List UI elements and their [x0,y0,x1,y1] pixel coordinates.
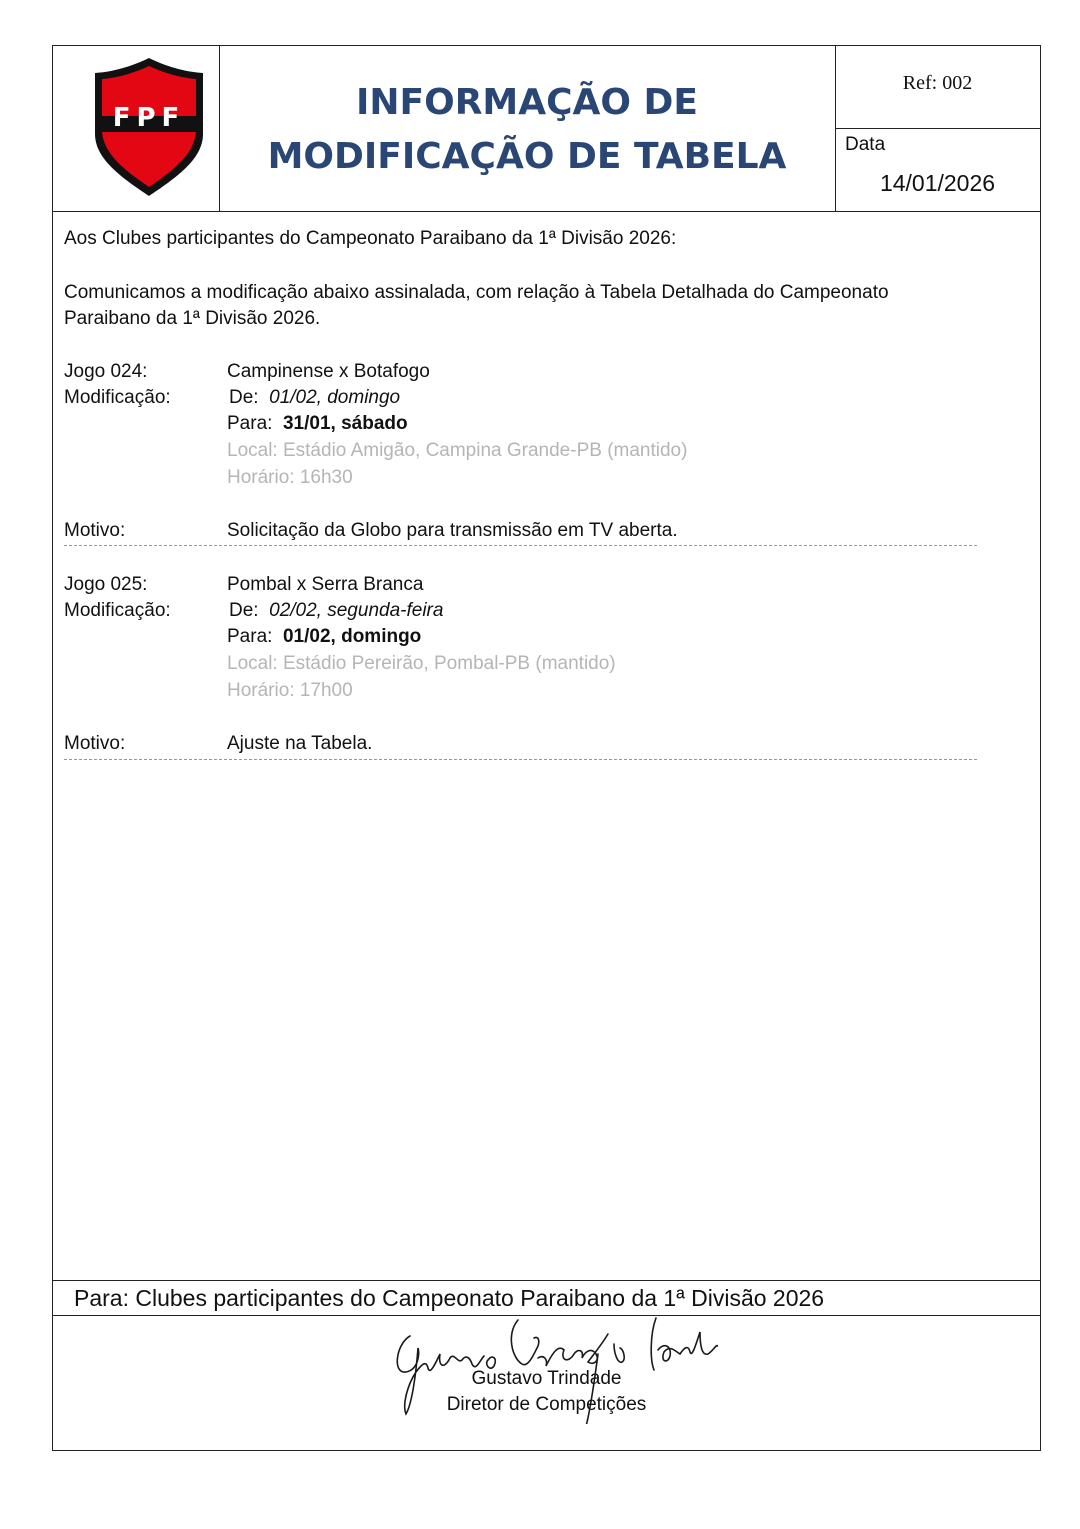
logo-cell [53,46,220,211]
to-line [227,624,421,650]
recipients-text: Para: Clubes participantes do Campeonato Paraibano da 1ª Divisão 2026 [74,1285,825,1311]
modification-label: Modificação: [64,387,171,408]
reference-number: Ref: 002 [902,72,973,94]
venue: Local: Estádio Amigão, Campina Grande-PB (mantido) [227,440,688,461]
fpf-shield-logo [53,46,219,211]
dashed-divider [64,545,977,546]
date-label: Data [845,134,886,155]
from-line [229,385,400,411]
document-header [53,46,1040,212]
from-value: 01/02, domingo [269,387,401,408]
from-line [229,598,443,624]
to-label: Para: [227,413,273,434]
to-value: 31/01, sábado [282,413,408,434]
game-match: Pombal x Serra Branca [227,574,424,595]
recipients-bar [53,1280,1040,1316]
venue: Local: Estádio Pereirão, Pombal-PB (mantido) [227,653,616,674]
dashed-divider [64,759,977,760]
kickoff-time: Horário: 16h30 [227,467,353,488]
ref-cell [835,46,1040,129]
to-value: 01/02, domingo [282,626,422,647]
reason: Ajuste na Tabela. [227,733,373,754]
intro-line-1: Comunicamos a modificação abaixo assinalada, com relação à Tabela Detalhada do Campeonato [64,282,889,303]
title-cell [219,46,836,211]
signatory-name: Gustavo Trindade [471,1368,622,1389]
from-label: De: [229,600,259,621]
date-value: 14/01/2026 [879,170,996,196]
to-line [227,411,408,437]
game-label: Jogo 025: [64,574,148,595]
game-label: Jogo 024: [64,361,148,382]
reason-label: Motivo: [64,733,126,754]
title-line-2: MODIFICAÇÃO DE TABELA [267,136,787,177]
signatory-title: Diretor de Competições [446,1394,647,1415]
intro-line-2: Paraibano da 1ª Divisão 2026. [64,308,321,329]
to-label: Para: [227,626,273,647]
document-title [219,76,835,184]
modification-label: Modificação: [64,600,171,621]
reason-label: Motivo: [64,520,126,541]
document-frame [52,45,1041,1451]
kickoff-time: Horário: 17h00 [227,680,353,701]
from-value: 02/02, segunda-feira [269,600,444,621]
greeting: Aos Clubes participantes do Campeonato Paraibano da 1ª Divisão 2026: [64,228,677,249]
logo-text: FPF [112,103,186,133]
reason: Solicitação da Globo para transmissão em TV aberta. [227,520,678,541]
game-match: Campinense x Botafogo [227,361,430,382]
from-label: De: [229,387,259,408]
title-line-1: INFORMAÇÃO DE [355,82,699,123]
